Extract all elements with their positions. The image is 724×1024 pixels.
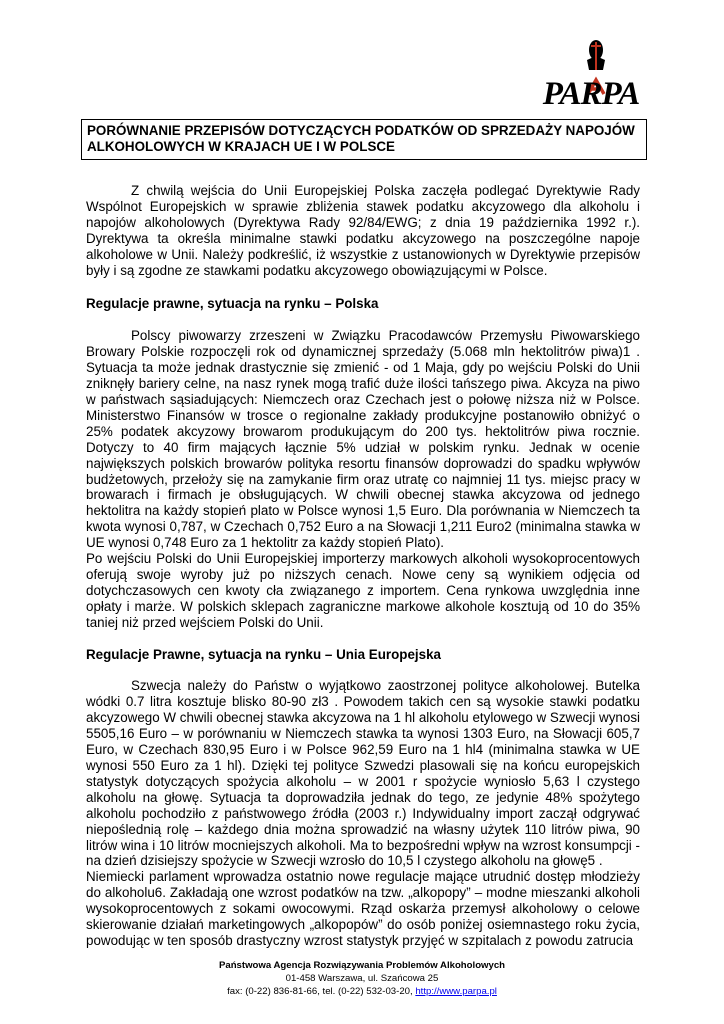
document-title: PORÓWNANIE PRZEPISÓW DOTYCZĄCYCH PODATKÓW OD SPRZEDAŻY NAPOJÓW ALKOHOLOWYCH W KRAJACH UE I W POLSCE — [81, 119, 647, 160]
logo-text: PARPA — [542, 76, 640, 112]
parpa-logo-graphic — [536, 36, 646, 114]
eu-paragraph-1: Szwecja należy do Państw o wyjątkowo zaostrzonej polityce alkoholowej. Butelka wódki 0.7 litra kosztuje blisko 80-90 zł3 . Powodem takich cen są wysokie stawki podatku akcyzowego W chwili obecnej stawka akcyzowa na 1 hl alkoholu etylowego w Szwecji wynosi 5505,16 Euro – w porównaniu w Niemczech stawka ta wynosi 1303 Euro, na Słowacji 605,7 Euro, w Czechach 830,95 Euro i w Polsce 962,59 Euro na 1 hl4 (minimalna stawka w UE wynosi 550 Euro za 1 hl). Dzięki tej polityce Szwedzi plasowali się na końcu europejskich statystyk dotyczących spożycia alkoholu – w 2001 r spożycie wyniosło 5,63 l czystego alkoholu na głowę. Sytuacja ta doprowadziła jednak do tego, ze jedynie 48% spożytego alkoholu pochodziło z państwowego źródła (2003 r.) Indywidualny import zaczął odgrywać niepoślednią rolę – każdego dnia można sprowadzić na własny użytek 110 litrów piwa, 90 litrów wina i 10 litrów mocniejszych alkoholi. Ma to bezpośredni wpływ na wzrost konsumpcji - na dzień dzisiejszy spożycie w Szwecji wzrosło do 10,5 l czystego alkoholu na głowę5 . — [86, 678, 640, 869]
footer-website-link[interactable]: http://www.parpa.pl — [415, 986, 497, 997]
poland-paragraph-2: Po wejściu Polski do Unii Europejskiej importerzy markowych alkoholi wysokoprocentowych oferują swoje wyroby już po niższych cenach. Nowe ceny są wynikiem odjęcia od dotychczasowych cen kwoty cła związanego z importem. Cena rynkowa uwzględnia inne opłaty i marże. W polskich sklepach zagraniczne markowe alkohole kosztują od 10 do 35% taniej niż przed wejściem Polski do Unii. — [86, 551, 640, 630]
eu-paragraph-2: Niemiecki parlament wprowadza ostatnio nowe regulacje mające utrudnić dostęp młodzieży do alkoholu6. Zakładają one wzrost podatków na tzw. „alkopopy” – modne mieszanki alkoholi wysokoprocentowych z sokami owocowymi. Rząd oskarża przemysł alkoholowy o celowe skierowanie działań marketingowych „alkopopów” do osób poniżej osiemnastego roku życia, powodując w ten sposób drastyczny wzrost statystyk przyjęć w szpitalach z powodu zatrucia — [86, 869, 640, 948]
footer-contact-line — [0, 985, 724, 998]
intro-paragraph: Z chwilą wejścia do Unii Europejskiej Polska zaczęła podlegać Dyrektywie Rady Wspólnot Europejskich w sprawie zbliżenia stawek podatku akcyzowego dla alkoholu i napojów alkoholowych (Dyrektywa Rady 92/84/EWG; z dnia 19 października 1992 r.). Dyrektywa ta określa minimalne stawki podatku akcyzowego na poszczególne napoje alkoholowe w Unii. Należy podkreślić, iż wszystkie z ustanowionych w Dyrektywie przepisów były i są zgodne ze stawkami podatku akcyzowego obowiązującymi w Polsce. — [86, 183, 640, 278]
section-heading-eu: Regulacje Prawne, sytuacja na rynku – Unia Europejska — [86, 646, 441, 662]
document-body — [86, 183, 640, 949]
footer-contact: fax: (0-22) 836-81-66, tel. (0-22) 532-03-20, — [227, 986, 416, 997]
poland-paragraph-1: Polscy piwowarzy zrzeszeni w Związku Pracodawców Przemysłu Piwowarskiego Browary Polskie rozpoczęli rok od dynamicznej sprzedaży (5.068 mln hektolitrów piwa)1 . Sytuacja ta może jednak drastycznie się zmienić - od 1 Maja, gdy po wejściu Polski do Unii zniknęły bariery celne, na nasz rynek mogą trafić duże ilości tańszego piwa. Akcyza na piwo w państwach sąsiadujących: Niemczech oraz Czechach jest o połowę niższa niż w Polsce. Ministerstwo Finansów w trosce o regionalne zakłady produkcyjne postanowiło obniżyć o 25% podatek akcyzowy browarom produkującym do 200 tys. hektolitrów piwa rocznie. Dotyczy to 40 firm mających łącznie 5% udział w polskim rynku. Jednak w ocenie największych polskich browarów polityka resortu finansów doprowadzi do spadku wpływów budżetowych, przełoży się na zamykanie firm oraz utratę co najmniej 11 tys. miejsc pracy w browarach i firmach je obsługujących. W chwili obecnej stawka akcyzowa od jednego hektolitra na każdy stopień plato w Polsce wynosi 1,5 Euro. Dla porównania w Niemczech ta kwota wynosi 0,787, w Czechach 0,752 Euro a na Słowacji 1,211 Euro2 (minimalna stawka w UE wynosi 0,748 Euro za 1 hektolitr za każdy stopień Plato). — [86, 328, 640, 551]
footer-address: 01-458 Warszawa, ul. Szańcowa 25 — [285, 973, 439, 984]
footer-organization: Państwowa Agencja Rozwiązywania Problemów Alkoholowych — [218, 960, 506, 971]
page-footer — [0, 959, 724, 998]
parpa-logo — [536, 36, 646, 114]
section-heading-poland: Regulacje prawne, sytuacja na rynku – Polska — [86, 296, 379, 312]
